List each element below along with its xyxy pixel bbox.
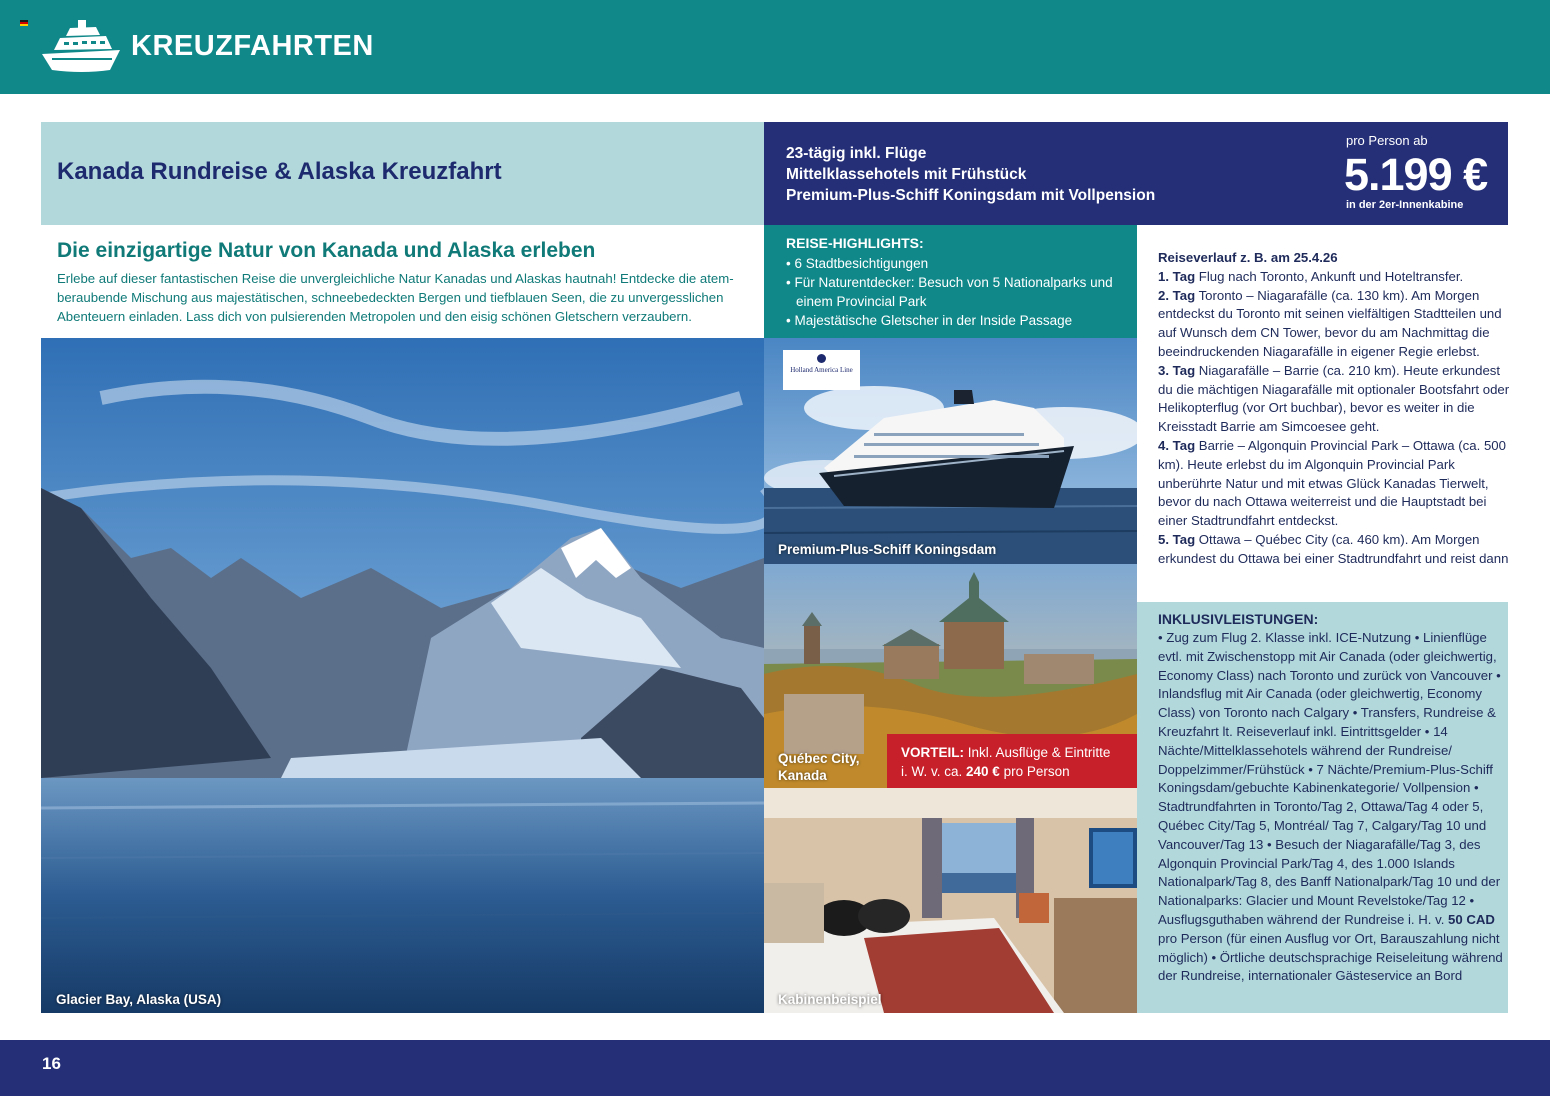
inclusions-title: INKLUSIVLEISTUNGEN:: [1158, 611, 1319, 627]
highlights-title: REISE-HIGHLIGHTS:: [786, 235, 924, 251]
highlights-list: [786, 254, 1131, 330]
day-label: 2. Tag: [1158, 287, 1196, 303]
itinerary-day: [1158, 268, 1514, 287]
vorteil-amount: 240 €: [966, 764, 1000, 779]
vorteil-text-3: pro Person: [999, 764, 1070, 779]
page-number: 16: [42, 1054, 61, 1073]
ship-logo-text: Holland America Line: [790, 366, 853, 374]
page-footer: [0, 1040, 1550, 1096]
itinerary-section: [1158, 249, 1514, 569]
offer-facts: [786, 143, 1155, 206]
inclusions-text: [1158, 629, 1503, 986]
itinerary-day: [1158, 362, 1514, 437]
vorteil-label: VORTEIL:: [901, 745, 964, 760]
list-item: • 6 Stadtbesichtigungen: [786, 256, 929, 271]
offer-title-box: [41, 122, 764, 225]
cruise-ship-icon: [40, 20, 124, 74]
inclusions-box: [1137, 602, 1508, 1013]
quebec-caption: [778, 750, 860, 784]
inclusions-text-before: • Zug zum Flug 2. Klasse inkl. ICE-Nutzung • Linienflüge evtl. mit Zwischenstopp mit Air Canada (oder gleichwertig, Economy Class) nach Toronto und zurück von Vancouver • Inlandsflug mit Air Canada (oder gleichwertig, Economy Class) von Toronto nach Calgary • Transfers, Rundreise & Kreuzfahrt lt. Reiseverlauf inkl. Eintrittsgelder • 14 Nächte/Mittelklassehotels während der Rundreise/ Doppelzimmer/Frühstück • 7 Nächte/Premium-Plus-Schiff Koningsdam/gebuchte Kabinenkategorie/ Vollpension • Stadtrundfahrten in Toronto/Tag 2, Ottawa/Tag 4 oder 5, Québec City/Tag 5, Montréal/ Tag 7, Calgary/Tag 10 und Vancouver/Tag 13 • Besuch der Niagarafälle/Tag 3, des Algonquin Provincial Park/Tag 4, des 1.000 Islands Nationalpark/Tag 8, des Banff Nationalpark/Tag 10 und der Nationalparks: Glacier und Mount Revelstoke/Tag 12 • Ausflugsguthaben während der Rundreise i. H. v.: [1158, 630, 1501, 927]
section-header: [0, 0, 1550, 94]
day-label: 4. Tag: [1158, 437, 1196, 453]
glacier-caption: Glacier Bay, Alaska (USA): [56, 992, 222, 1007]
fact-duration: 23-tägig inkl. Flüge: [786, 145, 927, 162]
vorteil-text-1: Inkl. Ausflüge & Eintritte: [964, 745, 1111, 760]
day-text: Toronto – Niagarafälle (ca. 130 km). Am Morgen entdeckst du Toronto mit seinen vielfältigen Stadtteilen und auf Wunsch dem CN Tower, bevor du am Nachmittag die beeindruckenden Niagarafälle in eigener Regie erlebst.: [1158, 287, 1502, 359]
fact-ship: Premium-Plus-Schiff Koningsdam mit Vollpension: [786, 187, 1156, 204]
itinerary-day: [1158, 437, 1514, 531]
cabin-illustration: [764, 788, 1137, 1013]
highlights-box: [764, 225, 1137, 338]
day-text: Barrie – Algonquin Provincial Park – Ottawa (ca. 500 km). Heute erlebst du im Algonquin Provincial Park unberührte Natur und mit etwas Glück Kanadas Tierwelt, bevor du nach Ottawa weiterreist und die Hauptstadt bei einer Stadtrundfahrt entdeckst.: [1158, 437, 1506, 529]
inclusions-amount: 50 CAD: [1448, 911, 1495, 927]
cabin-caption: Kabinenbeispiel: [778, 992, 882, 1007]
intro-headline: Die einzigartige Natur von Kanada und Alaska erleben: [57, 239, 596, 262]
vorteil-badge: [887, 734, 1137, 788]
itinerary-heading: Reiseverlauf z. B. am 25.4.26: [1158, 250, 1338, 265]
inclusions-text-after: pro Person (für einen Ausflug vor Ort, Barauszahlung nicht möglich) • Örtliche deutschsprachige Reiseleitung während der Rundreise, internationaler Gästeservice an Bord: [1158, 930, 1503, 984]
day-text: Ottawa – Québec City (ca. 460 km). Am Morgen erkundest du Ottawa bei einer Stadtrundfahrt und reist dann: [1158, 531, 1509, 566]
intro-section: [41, 225, 764, 338]
day-label: 1. Tag: [1158, 268, 1196, 284]
vorteil-text-2: i. W. v. ca.: [901, 764, 967, 779]
ship-caption: Premium-Plus-Schiff Koningsdam: [778, 542, 997, 557]
price-note: in der 2er-Innenkabine: [1346, 199, 1464, 211]
itinerary-day: [1158, 287, 1514, 362]
day-label: 3. Tag: [1158, 362, 1196, 378]
cabin-photo: [764, 788, 1137, 1013]
list-item: • Für Naturentdecker: Besuch von 5 Nationalparks und einem Provincial Park: [786, 275, 1113, 309]
german-flag-icon: [20, 20, 28, 26]
glacier-bay-photo: [41, 338, 764, 1013]
price: 5.199 €: [1344, 149, 1488, 200]
price-label: pro Person ab: [1346, 133, 1428, 148]
day-text: Flug nach Toronto, Ankunft und Hoteltransfer.: [1195, 268, 1464, 284]
list-item: • Majestätische Gletscher in der Inside Passage: [786, 313, 1073, 328]
offer-facts-box: [764, 122, 1508, 225]
fact-hotels: Mittelklassehotels mit Frühstück: [786, 166, 1027, 183]
offer-title: Kanada Rundreise & Alaska Kreuzfahrt: [57, 158, 502, 185]
quebec-caption-line-2: Kanada: [778, 768, 827, 783]
section-title: KREUZFAHRTEN: [131, 30, 374, 62]
itinerary-day: [1158, 531, 1514, 569]
day-label: 5. Tag: [1158, 531, 1196, 547]
quebec-caption-line-1: Québec City,: [778, 751, 860, 766]
holland-america-logo: [783, 350, 860, 390]
intro-text: Erlebe auf dieser fantastischen Reise die unvergleichliche Natur Kanadas und Alaskas hautnah! Entdecke die atemberaubende Mischung aus majestätischen, schneebedeckten Bergen und tiefblauen Seen, die zu unvergesslichen Abenteuern einladen. Lass dich von pulsierenden Metropolen und den eisig schönen Gletschern verzaubern.: [57, 271, 734, 324]
ship-photo: [764, 338, 1137, 564]
day-text: Niagarafälle – Barrie (ca. 210 km). Heute erkundest du die mächtigen Niagarafälle mit optionaler Bootsfahrt oder Helikopterflug (vor Ort buchbar), bevor es weiter in die Kreisstadt Barrie am Simcoesee geht.: [1158, 362, 1510, 435]
glacier-illustration: [41, 338, 764, 1013]
